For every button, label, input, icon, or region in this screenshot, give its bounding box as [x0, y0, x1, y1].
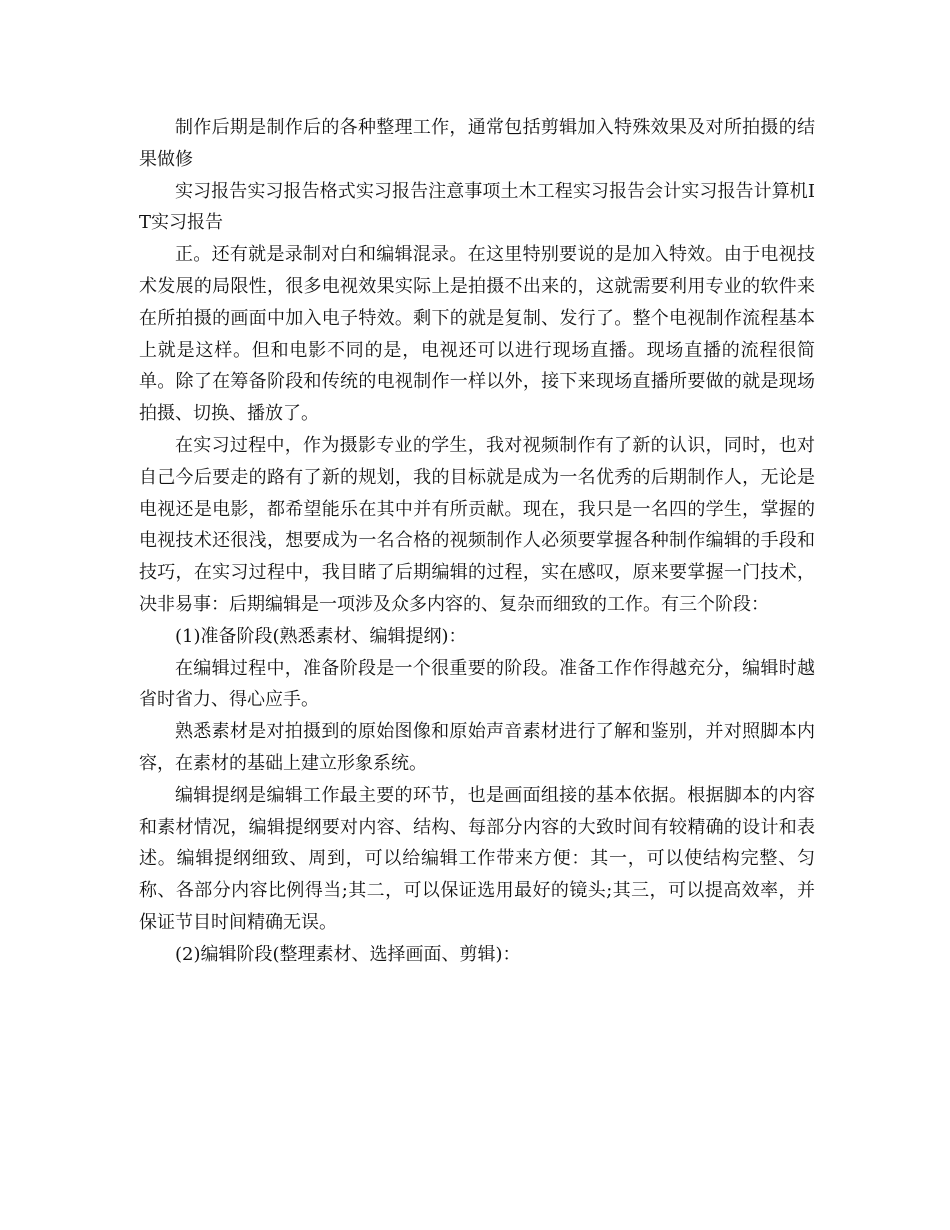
paragraph-familiarize-material: 熟悉素材是对拍摄到的原始图像和原始声音素材进行了解和鉴别，并对照脚本内容，在素材的基础上建立形象系统。 — [139, 721, 815, 774]
paragraph-report-links: 实习报告实习报告格式实习报告注意事项土木工程实习报告会计实习报告计算机IT实习报告 — [139, 180, 815, 234]
paragraph-editing-outline: 编辑提纲是编辑工作最主要的环节，也是画面组接的基本依据。根据脚本的内容和素材情况，编辑提纲要对内容、结构、每部分内容的大致时间有较精确的设计和表述。编辑提纲细致、周到，可以给编辑工作带来方便：其一，可以使结构完整、匀称、各部分内容比例得当;其二，可以保证选用最好的镜头;其三，可以提高效率，并保证节目时间精确无误。 — [139, 784, 815, 933]
heading-editing-stage: (2)编辑阶段(整理素材、选择画面、剪辑)： — [175, 943, 521, 965]
paragraph-preparation-importance: 在编辑过程中，准备阶段是一个很重要的阶段。准备工作作得越充分，编辑时越省时省力、得心应手。 — [139, 657, 815, 711]
paragraph-post-production: 制作后期是制作后的各种整理工作，通常包括剪辑加入特殊效果及对所拍摄的结果做修 — [139, 117, 815, 170]
paragraph-tv-production-flow: 正。还有就是录制对白和编辑混录。在这里特别要说的是加入特效。由于电视技术发展的局限性，很多电视效果实际上是拍摄不出来的，这就需要利用专业的软件来在所拍摄的画面中加入电子特效。剩下的就是复制、发行了。整个电视制作流程基本上就是这样。但和电影不同的是，电视还可以进行现场直播。现场直播的流程很简单。除了在筹备阶段和传统的电视制作一样以外，接下来现场直播所要做的就是现场拍摄、切换、播放了。 — [139, 244, 815, 425]
paragraph-internship-reflection: 在实习过程中，作为摄影专业的学生，我对视频制作有了新的认识，同时，也对自己今后要走的路有了新的规划，我的目标就是成为一名优秀的后期制作人，无论是电视还是电影，都希望能乐在其中并有所贡献。现在，我只是一名四的学生，掌握的电视技术还很浅，想要成为一名合格的视频制作人必须要掌握各种制作编辑的手段和技巧，在实习过程中，我目睹了后期编辑的过程，实在感叹，原来要掌握一门技术，决非易事：后期编辑是一项涉及众多内容的、复杂而细致的工作。有三个阶段： — [139, 434, 815, 615]
heading-preparation-stage: (1)准备阶段(熟悉素材、编辑提纲)： — [175, 625, 467, 647]
document-body — [139, 112, 815, 971]
